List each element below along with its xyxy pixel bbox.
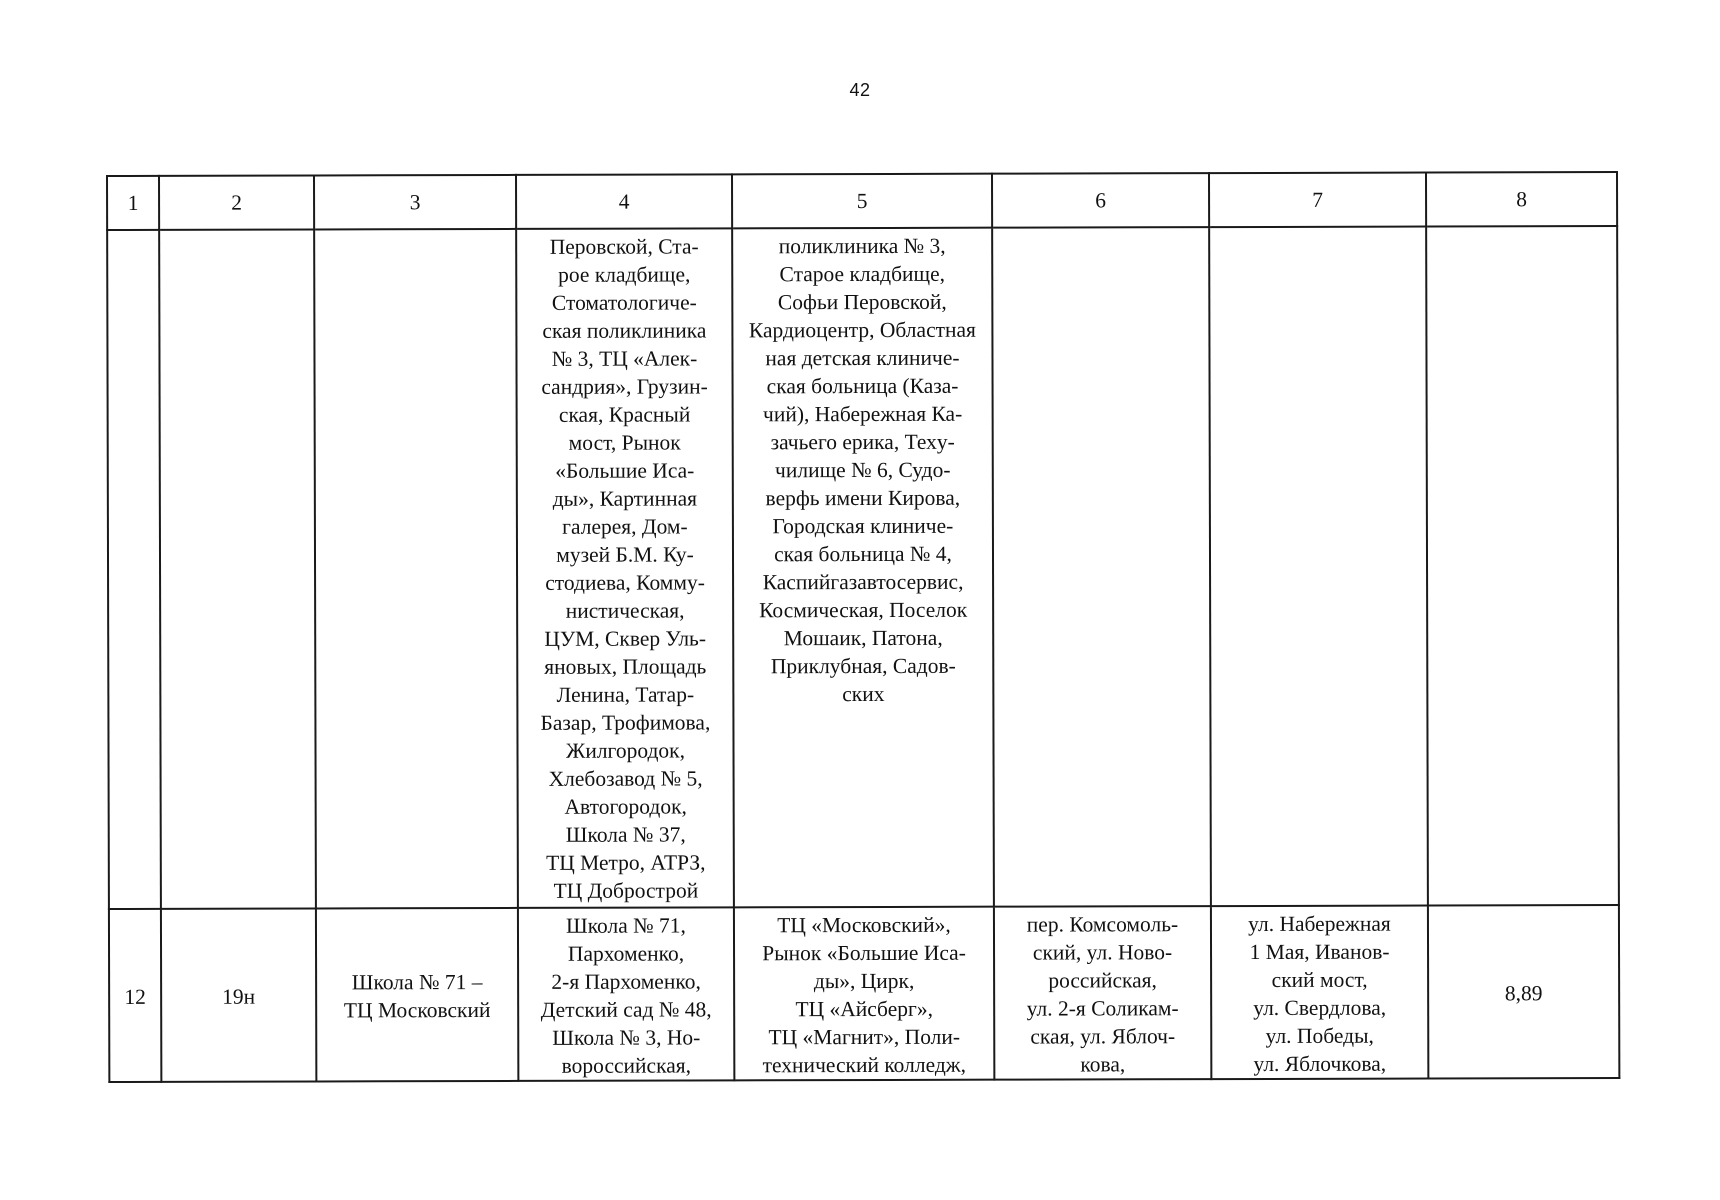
- cell-text: 19н: [222, 984, 256, 1009]
- cell-stops-forward: [516, 228, 734, 908]
- cell-text: 12: [124, 984, 146, 1009]
- route-table: [106, 171, 1620, 1083]
- cell-text: ТЦ «Московский», Рынок «Большие Иса- ды», Цирк, ТЦ «Айсберг», ТЦ «Магнит», Поли- технический колледж,: [762, 912, 967, 1078]
- col-header-5: 5: [732, 174, 992, 229]
- cell-number: [109, 909, 161, 1082]
- col-header-8: 8: [1426, 172, 1617, 226]
- cell-length: [1428, 905, 1619, 1078]
- col-header-3: 3: [314, 175, 516, 230]
- cell-text: поликлиника № 3, Старое кладбище, Софьи Перовской, Кардиоцентр, Областная ная детская клиниче- ская больница (Каза- чий), Набережная Ка- зачьего ерика, Техy- чилище № 6, Судо- верфь имени Кирова, Городская клиниче- ская больница № 4, Каспийгазавтосервис, Космическая, Поселок Мошаик, Патона, Приклубная, Садов- ских: [748, 233, 976, 707]
- cell-text: [1216, 231, 1419, 232]
- table-row: [109, 905, 1619, 1082]
- cell-stops-backward: [732, 228, 994, 908]
- col-header-2: 2: [159, 175, 314, 229]
- cell-text: ул. Набережная 1 Мая, Иванов- ский мост, ул. Свердлова, ул. Победы, ул. Яблочкова,: [1248, 911, 1391, 1076]
- cell-streets-forward: [994, 906, 1211, 1080]
- cell-streets-backward: [1211, 906, 1428, 1080]
- col-header-1: 1: [107, 176, 159, 230]
- cell-streets-forward: [992, 227, 1211, 907]
- cell-route-number: [161, 908, 316, 1081]
- table-row: [107, 226, 1619, 909]
- cell-streets-backward: [1209, 227, 1428, 907]
- cell-stops-forward: [518, 907, 734, 1081]
- cell-route-name: [314, 229, 518, 909]
- cell-length: [1426, 226, 1619, 905]
- cell-stops-backward: [734, 907, 994, 1081]
- cell-text: Школа № 71 – ТЦ Московский: [343, 970, 491, 1023]
- cell-text: Школа № 71, Пархоменко, 2-я Пархоменко, Детский сад № 48, Школа № 3, Но- вороссийская,: [540, 913, 712, 1078]
- col-header-7: 7: [1209, 173, 1426, 228]
- col-header-6: 6: [992, 173, 1209, 228]
- cell-number: [107, 230, 161, 909]
- cell-text: пер. Комсомоль- ский, ул. Ново- российская, ул. 2-я Соликам- ская, ул. Яблоч- кова,: [1026, 912, 1179, 1077]
- cell-text: [999, 231, 1202, 232]
- col-header-4: 4: [516, 174, 732, 229]
- cell-text: 8,89: [1504, 981, 1543, 1006]
- page-number: 42: [849, 80, 871, 100]
- cell-text: Перовской, Ста- рое кладбище, Стоматологиче- ская поликлиника № 3, ТЦ «Алек- сандрия», Грузин- ская, Красный мост, Рынок «Большие Иса- ды», Картинная галерея, Дом- музей Б.М. Ку- стодиева, Комму- нистическая, ЦУМ, Сквер Уль- яновых, Площадь Ленина, Татар- Базар, Трофимова, Жилгородок, Хлебозавод № 5, Автогородок, Школа № 37, ТЦ Метро, АТРЗ, ТЦ Добрострой: [540, 234, 711, 903]
- header-row: [107, 172, 1617, 230]
- cell-route-name: [316, 908, 518, 1082]
- cell-route-number: [159, 229, 316, 908]
